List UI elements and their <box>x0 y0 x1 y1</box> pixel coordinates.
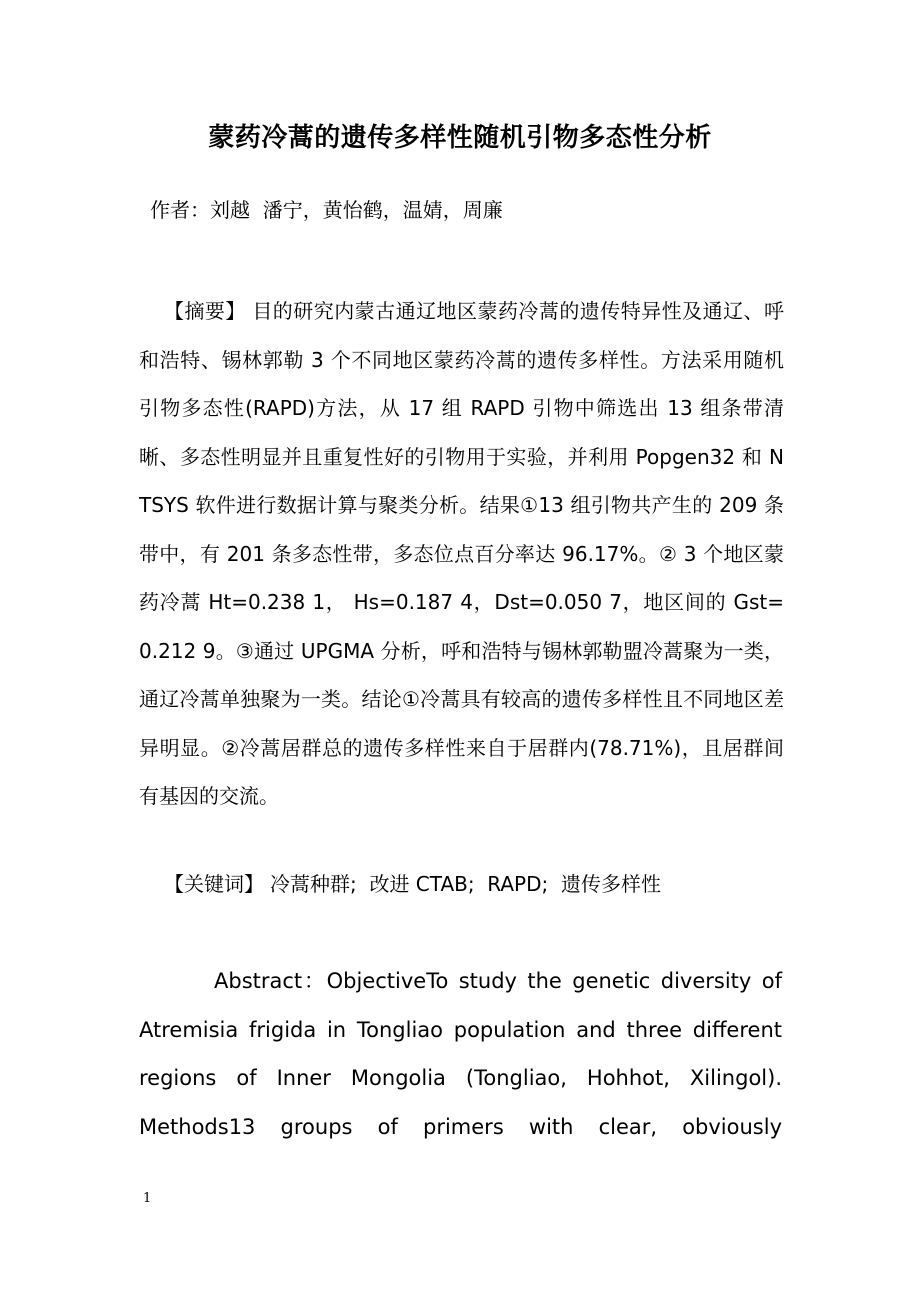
keywords-line <box>164 866 661 902</box>
author-line <box>150 192 503 228</box>
paper-title: 蒙药冷蒿的遗传多样性随机引物多态性分析 <box>208 123 712 153</box>
authors-label: 作者： <box>150 198 210 222</box>
authors-names: 刘越 潘宁，黄怡鹤，温婧，周廉 <box>210 198 503 222</box>
english-abstract: Abstract：ObjectiveTo study the genetic diversity of Atremisia frigida in Tongliao population and three different regions of Inner Mongolia (Tongliao, Hohhot, Xilingol). Methods13 groups of primers with clear, obviously <box>139 969 782 1139</box>
abstract-label: 【摘要】 <box>164 299 246 323</box>
page-number: 1 <box>143 1191 152 1206</box>
keywords-text: 冷蒿种群; 改进 CTAB; RAPD; 遗传多样性 <box>270 872 661 896</box>
abstract-text: 目的研究内蒙古通辽地区蒙药冷蒿的遗传特异性及通辽、呼和浩特、锡林郭勒 3 个不同地区蒙药冷蒿的遗传多样性。方法采用随机引物多态性(RAPD)方法，从 17 组 RAPD 引物中筛选出 13 组条带清晰、多态性明显并且重复性好的引物用于实验，并利用 Popgen32 和 NTSYS 软件进行数据计算与聚类分析。结果①13 组引物共产生的 209 条带中，有 201 条多态性带，多态位点百分率达 96.17%。② 3 个地区蒙药冷蒿 Ht=0.238 1， Hs=0.187 4，Dst=0.050 7，地区间的 Gst=0.212 9。③通过 UPGMA 分析，呼和浩特与锡林郭勒盟冷蒿聚为一类，通辽冷蒿单独聚为一类。结论①冷蒿具有较高的遗传多样性且不同地区差异明显。②冷蒿居群总的遗传多样性来自于居群内(78.71%)，且居群间有基因的交流。 <box>139 299 785 808</box>
keywords-label: 【关键词】 <box>164 872 264 896</box>
chinese-abstract <box>139 287 784 821</box>
